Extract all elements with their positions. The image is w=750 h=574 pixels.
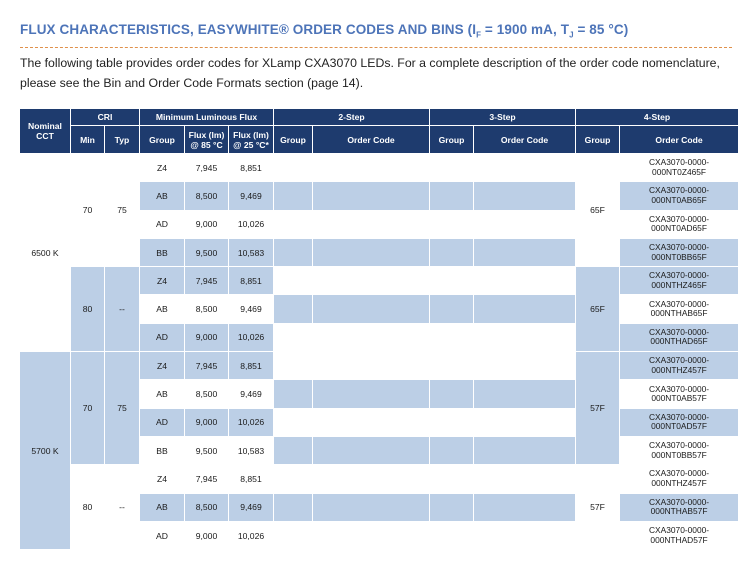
step2-order-code-cell — [313, 182, 430, 210]
step2-group-cell — [274, 436, 313, 464]
flux-group-cell: Z4 — [140, 267, 185, 295]
step3-order-code-cell — [474, 465, 576, 493]
flux-group-cell: BB — [140, 238, 185, 266]
step2-order-code-cell — [313, 408, 430, 436]
step3-group-cell — [430, 380, 474, 408]
step2-order-code-cell — [313, 465, 430, 493]
step2-order-code-cell — [313, 436, 430, 464]
flux-25-cell: 9,469 — [229, 182, 274, 210]
step3-order-code-cell — [474, 182, 576, 210]
step3-order-code-cell — [474, 352, 576, 380]
cri-typ-cell: -- — [105, 465, 140, 550]
header-flux-25: Flux (lm) @ 25 °C* — [229, 126, 274, 154]
step2-order-code-cell — [313, 323, 430, 351]
header-cri-min: Min — [71, 126, 105, 154]
step4-order-code-cell: CXA3070-0000- 000NT0BB65F — [620, 238, 739, 266]
step2-order-code-cell — [313, 238, 430, 266]
flux-group-cell: AD — [140, 323, 185, 351]
flux-85-cell: 8,500 — [185, 380, 229, 408]
step2-group-cell — [274, 493, 313, 521]
flux-group-cell: AB — [140, 380, 185, 408]
step3-order-code-cell — [474, 238, 576, 266]
flux-85-cell: 7,945 — [185, 154, 229, 182]
flux-25-cell: 9,469 — [229, 493, 274, 521]
table-row — [20, 352, 739, 380]
header-4-step: 4-Step — [576, 109, 739, 126]
step3-order-code-cell — [474, 493, 576, 521]
header-nominal-cct: Nominal CCT — [20, 109, 71, 154]
step2-group-cell — [274, 238, 313, 266]
step2-group-cell — [274, 154, 313, 182]
flux-85-cell: 9,000 — [185, 323, 229, 351]
flux-25-cell: 9,469 — [229, 295, 274, 323]
step3-group-cell — [430, 408, 474, 436]
step2-order-code-cell — [313, 521, 430, 549]
heading-text: FLUX CHARACTERISTICS, EASYWHITE® ORDER CODES AND BINS (I — [20, 22, 477, 37]
flux-group-cell: AB — [140, 182, 185, 210]
flux-group-cell: AD — [140, 521, 185, 549]
flux-85-cell: 8,500 — [185, 493, 229, 521]
step2-group-cell — [274, 295, 313, 323]
step2-group-cell — [274, 465, 313, 493]
step2-order-code-cell — [313, 380, 430, 408]
step2-group-cell — [274, 352, 313, 380]
flux-85-cell: 8,500 — [185, 182, 229, 210]
flux-85-cell: 9,500 — [185, 436, 229, 464]
header-cri: CRI — [71, 109, 140, 126]
header-flux-group: Group — [140, 126, 185, 154]
header-cri-typ: Typ — [105, 126, 140, 154]
header-4-step-group: Group — [576, 126, 620, 154]
step3-order-code-cell — [474, 154, 576, 182]
table-row — [20, 465, 739, 493]
flux-group-cell: BB — [140, 436, 185, 464]
flux-order-code-table — [19, 108, 739, 550]
cri-typ-cell: 75 — [105, 154, 140, 267]
step3-group-cell — [430, 352, 474, 380]
step2-order-code-cell — [313, 295, 430, 323]
flux-85-cell: 9,000 — [185, 408, 229, 436]
step3-group-cell — [430, 465, 474, 493]
step3-order-code-cell — [474, 380, 576, 408]
step3-group-cell — [430, 267, 474, 295]
flux-25-cell: 10,026 — [229, 210, 274, 238]
cct-cell: 5700 K — [20, 352, 71, 550]
table-header — [20, 109, 739, 154]
step2-order-code-cell — [313, 493, 430, 521]
flux-25-cell: 10,583 — [229, 436, 274, 464]
step2-group-cell — [274, 323, 313, 351]
flux-25-cell: 8,851 — [229, 267, 274, 295]
step4-order-code-cell: CXA3070-0000- 000NT0AB65F — [620, 182, 739, 210]
flux-group-cell: Z4 — [140, 352, 185, 380]
step4-order-code-cell: CXA3070-0000- 000NTHAB65F — [620, 295, 739, 323]
step4-order-code-cell: CXA3070-0000- 000NT0AB57F — [620, 380, 739, 408]
step4-group-cell: 57F — [576, 352, 620, 465]
step2-group-cell — [274, 182, 313, 210]
step3-group-cell — [430, 210, 474, 238]
step2-group-cell — [274, 380, 313, 408]
cri-typ-cell: -- — [105, 267, 140, 352]
step3-order-code-cell — [474, 408, 576, 436]
cri-min-cell: 80 — [71, 267, 105, 352]
flux-group-cell: Z4 — [140, 465, 185, 493]
flux-25-cell: 8,851 — [229, 154, 274, 182]
flux-group-cell: Z4 — [140, 154, 185, 182]
step3-order-code-cell — [474, 436, 576, 464]
step4-order-code-cell: CXA3070-0000- 000NTHZ457F — [620, 465, 739, 493]
step4-order-code-cell: CXA3070-0000- 000NT0BB57F — [620, 436, 739, 464]
step3-order-code-cell — [474, 521, 576, 549]
intro-paragraph: The following table provides order codes for XLamp CXA3070 LEDs. For a complete description of the order code nomenclature, please see the Bin and Order Code Formats section (page 14). — [20, 56, 720, 90]
step4-order-code-cell: CXA3070-0000- 000NT0AD57F — [620, 408, 739, 436]
step4-order-code-cell: CXA3070-0000- 000NTHZ457F — [620, 352, 739, 380]
step3-order-code-cell — [474, 295, 576, 323]
flux-25-cell: 10,026 — [229, 408, 274, 436]
table-row — [20, 154, 739, 182]
flux-25-cell: 10,026 — [229, 521, 274, 549]
step4-order-code-cell: CXA3070-0000- 000NTHAD57F — [620, 521, 739, 549]
step4-order-code-cell: CXA3070-0000- 000NTHAD65F — [620, 323, 739, 351]
step3-group-cell — [430, 182, 474, 210]
step3-order-code-cell — [474, 323, 576, 351]
header-2-step-group: Group — [274, 126, 313, 154]
header-min-flux: Minimum Luminous Flux — [140, 109, 274, 126]
flux-85-cell: 8,500 — [185, 295, 229, 323]
cri-min-cell: 70 — [71, 352, 105, 465]
step4-order-code-cell: CXA3070-0000- 000NTHZ465F — [620, 267, 739, 295]
step2-group-cell — [274, 267, 313, 295]
flux-group-cell: AB — [140, 493, 185, 521]
header-2-step-order-code: Order Code — [313, 126, 430, 154]
step2-order-code-cell — [313, 210, 430, 238]
step3-group-cell — [430, 154, 474, 182]
heading-subscript-f: F — [476, 30, 482, 40]
header-3-step-group: Group — [430, 126, 474, 154]
flux-85-cell: 9,000 — [185, 210, 229, 238]
header-3-step: 3-Step — [430, 109, 576, 126]
flux-85-cell: 9,500 — [185, 238, 229, 266]
step2-group-cell — [274, 521, 313, 549]
step4-order-code-cell: CXA3070-0000- 000NT0Z465F — [620, 154, 739, 182]
flux-25-cell: 10,583 — [229, 238, 274, 266]
flux-85-cell: 7,945 — [185, 267, 229, 295]
flux-group-cell: AD — [140, 210, 185, 238]
header-2-step: 2-Step — [274, 109, 430, 126]
heading-text-end: = 85 °C) — [573, 22, 629, 37]
cct-cell: 6500 K — [20, 154, 71, 352]
step4-group-cell: 57F — [576, 465, 620, 550]
step4-order-code-cell: CXA3070-0000- 000NT0AD65F — [620, 210, 739, 238]
step3-order-code-cell — [474, 210, 576, 238]
step4-group-cell: 65F — [576, 267, 620, 352]
flux-85-cell: 7,945 — [185, 352, 229, 380]
heading-subscript-j: J — [569, 30, 574, 40]
flux-group-cell: AD — [140, 408, 185, 436]
step2-group-cell — [274, 408, 313, 436]
step2-order-code-cell — [313, 154, 430, 182]
step3-group-cell — [430, 521, 474, 549]
cri-typ-cell: 75 — [105, 352, 140, 465]
step2-order-code-cell — [313, 267, 430, 295]
step3-group-cell — [430, 436, 474, 464]
section-heading — [20, 22, 732, 48]
flux-85-cell: 7,945 — [185, 465, 229, 493]
step3-group-cell — [430, 238, 474, 266]
flux-85-cell: 9,000 — [185, 521, 229, 549]
flux-25-cell: 8,851 — [229, 465, 274, 493]
header-flux-85: Flux (lm) @ 85 °C — [185, 126, 229, 154]
header-4-step-order-code: Order Code — [620, 126, 739, 154]
step3-group-cell — [430, 493, 474, 521]
flux-group-cell: AB — [140, 295, 185, 323]
step2-order-code-cell — [313, 352, 430, 380]
step4-order-code-cell: CXA3070-0000- 000NTHAB57F — [620, 493, 739, 521]
table-row — [20, 267, 739, 295]
cri-min-cell: 80 — [71, 465, 105, 550]
cri-min-cell: 70 — [71, 154, 105, 267]
flux-25-cell: 10,026 — [229, 323, 274, 351]
step4-group-cell: 65F — [576, 154, 620, 267]
header-3-step-order-code: Order Code — [474, 126, 576, 154]
flux-25-cell: 8,851 — [229, 352, 274, 380]
step2-group-cell — [274, 210, 313, 238]
step3-group-cell — [430, 295, 474, 323]
table-body — [20, 154, 739, 550]
step3-order-code-cell — [474, 267, 576, 295]
flux-25-cell: 9,469 — [229, 380, 274, 408]
heading-text-mid: = 1900 mA, T — [481, 22, 570, 37]
step3-group-cell — [430, 323, 474, 351]
